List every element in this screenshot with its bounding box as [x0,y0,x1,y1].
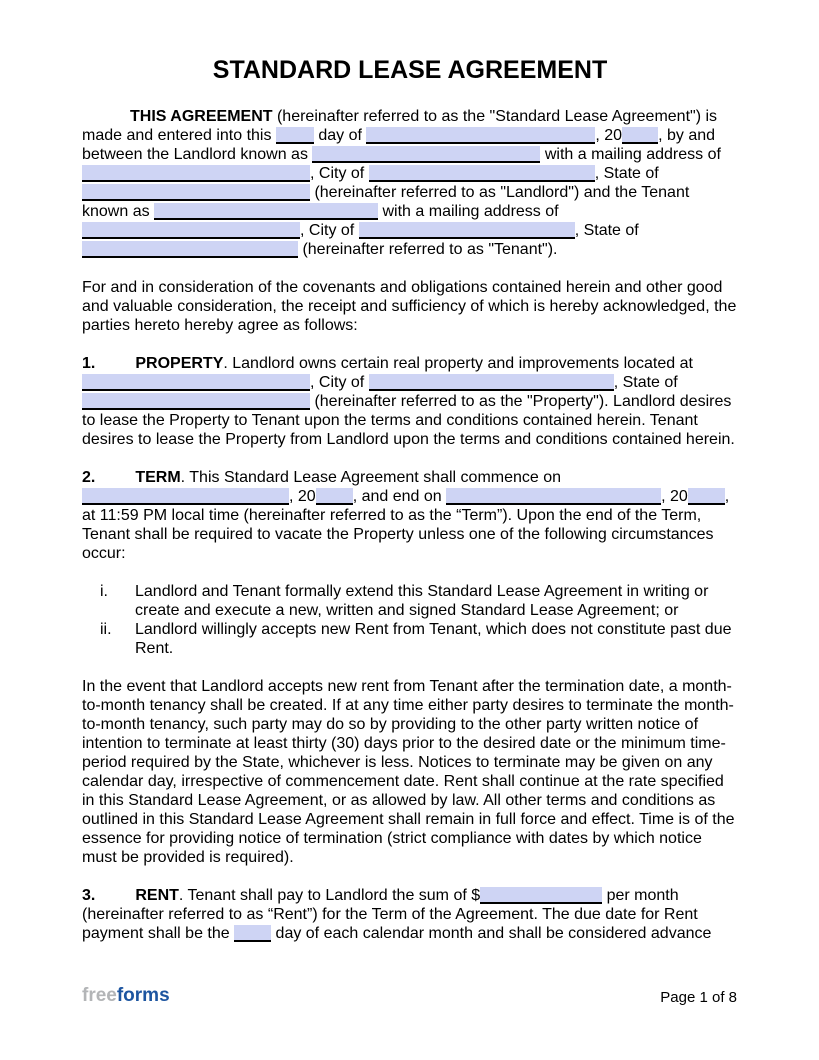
text-run: (hereinafter referred to as "Tenant"). [298,241,558,258]
term-start-year-field[interactable] [316,488,353,505]
tenant-address-field[interactable] [82,222,300,239]
month-field[interactable] [366,127,595,144]
text-run: , 20 [289,488,316,505]
day-of-month-field[interactable] [276,127,314,144]
term-extension-list [82,582,738,658]
property-city-field[interactable] [369,374,614,391]
list-item [82,620,738,658]
bold-text-run: THIS AGREEMENT [130,108,273,125]
rent-due-day-field[interactable] [234,925,271,942]
property-state-field[interactable] [82,393,310,410]
text-run: (hereinafter referred to as the "Property"). Landlord desires to lease the Property to Tenant upon the terms and conditions contained herein. Tenant desires to lease the Property from Landlord upon the terms and conditions contained herein. [82,393,735,448]
section-2-term [82,468,738,563]
bold-text-run: RENT [135,887,179,904]
document-title: STANDARD LEASE AGREEMENT [212,56,608,84]
bold-text-run: 1. [82,355,96,372]
landlord-name-field[interactable] [312,146,540,163]
page-footer [82,985,737,1007]
text-run: For and in consideration of the covenants and obligations contained herein and other good and valuable consideration, the receipt and sufficiency of which is hereby acknowledged, the parties hereto hereby agree as follows: [82,279,737,334]
text-run: (hereinafter referred to as the "Standard Lease Agreement") is made and entered into this [82,108,718,144]
bold-text-run: PROPERTY [135,355,224,372]
text-run: . Landlord owns certain real property and improvements located at [223,355,693,372]
text-run: , State of [594,165,659,182]
term-end-year-field[interactable] [688,488,725,505]
text-run: , at 11:59 PM local time (hereinafter referred to as the “Term”). Upon the end of the Term, Tenant shall be required to vacate the Property unless one of the following circumstances occur: [82,488,730,562]
page-number: Page 1 of 8 [660,989,737,1006]
brand-free-text: free [82,985,117,1006]
text-run: , 20 [595,127,623,144]
tenant-name-field[interactable] [154,203,378,220]
text-run: , State of [613,374,678,391]
section-3-rent [82,886,738,943]
freeforms-logo [82,985,170,1007]
property-address-field[interactable] [82,374,310,391]
year-field[interactable] [622,127,658,144]
text-run: with a mailing address of [540,146,721,163]
consideration-paragraph [82,278,738,335]
text-run: , by and between the Landlord known as [82,127,716,163]
text-run: , City of [310,374,369,391]
text-run: , City of [310,165,369,182]
list-marker: i. [100,583,108,600]
tab-spacer [95,899,135,900]
landlord-city-field[interactable] [369,165,595,182]
rent-amount-field[interactable] [480,887,602,904]
term-end-date-field[interactable] [446,488,661,505]
section-1-property [82,354,738,449]
bold-text-run: 2. [82,469,96,486]
text-run: per month (hereinafter referred to as “Rent”) for the Term of the Agreement. The due date for Rent payment shall be the [82,887,698,942]
tenant-state-field[interactable] [82,241,298,258]
landlord-state-field[interactable] [82,184,310,201]
text-run: with a mailing address of [378,203,559,220]
landlord-address-field[interactable] [82,165,310,182]
brand-forms-text: forms [116,985,170,1006]
text-run: day of each calendar month and shall be considered advance [271,925,712,942]
list-item-text: Landlord willingly accepts new Rent from Tenant, which does not constitute past due Rent. [135,621,732,657]
tab-spacer [82,120,130,121]
intro-paragraph [82,107,738,259]
tab-spacer [95,367,135,368]
list-item-text: Landlord and Tenant formally extend this Standard Lease Agreement in writing or create and execute a new, written and signed Standard Lease Agreement; or [135,583,709,619]
holdover-paragraph [82,677,738,867]
text-run: In the event that Landlord accepts new rent from Tenant after the termination date, a month-to-month tenancy shall be created. If at any time either party desires to terminate the month-to-month tenancy, such party may do so by providing to the other party written notice of intention to terminate at least thirty (30) days prior to the desired date or the minimum time-period required by the State, whichever is less. Notices to terminate may be given on any calendar day, irrespective of commencement date. Rent shall continue at the rate specified in this Standard Lease Agreement, or as allowed by law. All other terms and conditions as outlined in this Standard Lease Agreement shall remain in full force and effect. Time is of the essence for providing notice of termination (strict compliance with dates by which notice must be provided is required). [82,678,735,866]
tab-spacer [95,481,135,482]
text-run: , and end on [352,488,447,505]
text-run: , State of [574,222,639,239]
text-run: (hereinafter referred to as "Landlord") and the Tenant known as [82,184,690,220]
bold-text-run: 3. [82,887,96,904]
text-run: . Tenant shall pay to Landlord the sum of $ [178,887,481,904]
bold-text-run: TERM [135,469,181,486]
document-body [82,56,738,962]
list-marker: ii. [100,621,112,638]
text-run: day of [313,127,367,144]
text-run: , City of [300,222,359,239]
list-item [82,582,738,620]
tenant-city-field[interactable] [359,222,575,239]
text-run: . This Standard Lease Agreement shall commence on [180,469,562,486]
term-start-date-field[interactable] [82,488,289,505]
text-run: , 20 [661,488,688,505]
